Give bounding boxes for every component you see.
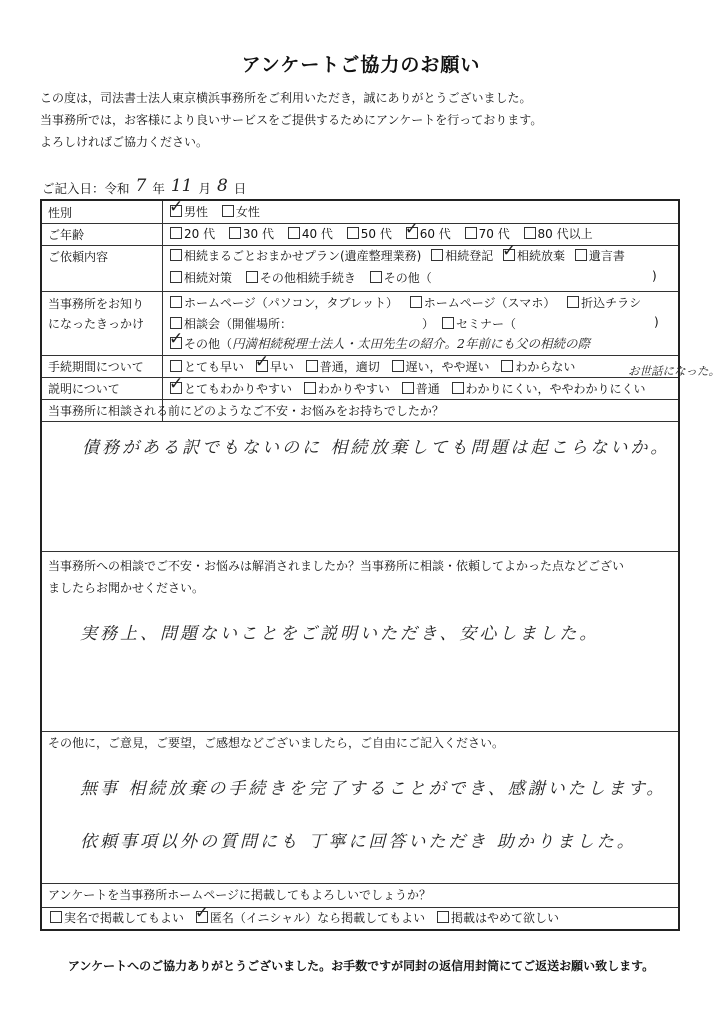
survey-form xyxy=(40,197,720,931)
source-flyer-checkbox[interactable] xyxy=(567,296,579,308)
option-label: 相続まるごとおまかせプラン(遺産整理業務) xyxy=(184,249,422,263)
option-label: とてもわかりやすい xyxy=(184,382,293,396)
option-label: その他（ xyxy=(184,337,233,351)
check-mark-icon: ✓ xyxy=(404,219,419,239)
request-options-row2 xyxy=(170,269,442,287)
q2-question-line1: 当事務所への相談でご不安・お悩みは解消されましたか？当事務所に相談・依頼してよかった点などござい xyxy=(48,559,625,573)
age-60-checkbox[interactable] xyxy=(404,219,419,239)
date-month-unit: 月 xyxy=(198,181,211,196)
period-label: 手続期間について xyxy=(48,360,144,374)
q1-question: 当事務所に相談される前にどのようなご不安・お悩みをお持ちでしたか？ xyxy=(48,404,444,418)
source-homepage-pc-checkbox[interactable] xyxy=(170,296,182,308)
option-label: ホームページ（スマホ） xyxy=(423,296,556,310)
q3-answer-line2[interactable]: 依頼事項以外の質問にも 丁寧に回答いただき 助かりました。 xyxy=(80,832,637,852)
option-label: 相続放棄 xyxy=(517,249,566,263)
request-options-row1 xyxy=(170,241,625,265)
source-other-checkbox[interactable] xyxy=(169,329,184,349)
intro-line-2: 当事務所では，お客様により良いサービスをご提供するためにアンケートを行っております。 xyxy=(40,113,543,127)
request-full-plan-checkbox[interactable] xyxy=(170,249,182,261)
age-20-checkbox[interactable] xyxy=(170,227,182,239)
source-homepage-phone-checkbox[interactable] xyxy=(410,296,422,308)
option-label: 60 代 xyxy=(419,227,451,241)
age-options xyxy=(170,219,603,243)
option-label: 女性 xyxy=(235,205,260,219)
explanation-label: 説明について xyxy=(48,382,120,396)
age-label: ご年齢 xyxy=(48,228,85,242)
request-label: ご依頼内容 xyxy=(48,250,109,264)
option-label: 実名で掲載してもよい xyxy=(64,911,185,925)
source-other-answer[interactable]: 円満相続税理士法人・太田先生の紹介。2年前にも父の相続の際 xyxy=(232,336,590,351)
source-other-row xyxy=(169,329,590,353)
source-venue-close: ） xyxy=(422,317,435,331)
source-label-2: になったきっかけ xyxy=(48,317,145,331)
explanation-options xyxy=(169,374,646,398)
date-year[interactable]: 7 xyxy=(135,176,147,196)
check-mark-icon: ✓ xyxy=(169,329,184,349)
option-label: 掲載はやめて欲しい xyxy=(450,911,559,925)
option-label: 相談会（開催場所： xyxy=(184,317,293,331)
publish-initials-checkbox[interactable] xyxy=(194,903,210,923)
divider xyxy=(42,377,678,378)
q3-question: その他に，ご意見，ご要望，ご感想などございましたら，ご自由にご記入ください。 xyxy=(48,736,505,750)
option-label: 50 代 xyxy=(360,227,392,241)
divider xyxy=(42,731,678,732)
explanation-clear-checkbox[interactable] xyxy=(304,382,316,394)
age-80-checkbox[interactable] xyxy=(524,227,536,239)
q1-answer[interactable]: 債務がある訳でもないのに 相続放棄しても問題は起こらないか。 xyxy=(82,438,671,458)
source-options-row1 xyxy=(170,294,641,312)
option-label: 相続登記 xyxy=(445,249,494,263)
source-options-row2 xyxy=(170,315,302,333)
request-renunciation-checkbox[interactable] xyxy=(502,241,517,261)
source-seminar-close: ) xyxy=(654,315,659,329)
request-other-checkbox[interactable] xyxy=(370,271,382,283)
option-label: とても早い xyxy=(184,360,245,374)
gender-male-checkbox[interactable] xyxy=(169,197,184,217)
gender-options xyxy=(169,197,270,221)
divider xyxy=(42,223,678,224)
explanation-very-clear-checkbox[interactable] xyxy=(169,374,184,394)
period-slow-checkbox[interactable] xyxy=(392,360,404,372)
check-mark-icon: ✓ xyxy=(502,241,517,261)
option-label: 男性 xyxy=(184,205,209,219)
column-divider xyxy=(162,201,163,421)
request-other-close: ) xyxy=(652,269,657,283)
source-seminar-venue-checkbox[interactable] xyxy=(170,317,182,329)
option-label: その他相続手続き xyxy=(259,271,356,285)
q3-answer-line1[interactable]: 無事 相続放棄の手続きを完了することができ、感謝いたします。 xyxy=(80,779,667,799)
period-fast-checkbox[interactable] xyxy=(254,352,270,372)
explanation-normal-checkbox[interactable] xyxy=(402,382,414,394)
age-70-checkbox[interactable] xyxy=(465,227,477,239)
divider xyxy=(42,551,678,552)
publish-real-name-checkbox[interactable] xyxy=(50,911,62,923)
divider xyxy=(42,245,678,246)
explanation-unclear-checkbox[interactable] xyxy=(452,382,464,394)
option-label: 20 代 xyxy=(184,227,216,241)
intro-line-1: この度は，司法書士法人東京横浜事務所をご利用いただき，誠にありがとうございました。 xyxy=(40,91,532,105)
gender-label: 性別 xyxy=(48,206,73,220)
option-label: ホームページ（パソコン，タブレット） xyxy=(184,296,398,310)
option-label: 70 代 xyxy=(478,227,510,241)
source-label-1: 当事務所をお知り xyxy=(48,297,145,311)
option-label: わからない xyxy=(515,360,576,374)
request-planning-checkbox[interactable] xyxy=(170,271,182,283)
date-day-unit: 日 xyxy=(233,181,247,196)
option-label: 相続対策 xyxy=(184,271,233,285)
option-label: 普通，適切 xyxy=(319,360,380,374)
option-label: わかりやすい xyxy=(317,382,390,396)
check-mark-icon: ✓ xyxy=(194,903,210,923)
source-seminar-option xyxy=(442,315,516,332)
gender-female-checkbox[interactable] xyxy=(222,205,234,217)
period-normal-checkbox[interactable] xyxy=(306,360,318,372)
age-40-checkbox[interactable] xyxy=(288,227,300,239)
request-other-procedure-checkbox[interactable] xyxy=(246,271,258,283)
period-very-fast-checkbox[interactable] xyxy=(170,360,182,372)
date-month[interactable]: 11 xyxy=(170,176,193,196)
source-seminar-checkbox[interactable] xyxy=(442,317,454,329)
option-label: その他（ xyxy=(383,271,432,285)
option-label: 遅い，やや遅い xyxy=(405,360,490,374)
option-label: 80 代以上 xyxy=(537,227,593,241)
check-mark-icon: ✓ xyxy=(254,352,270,372)
option-label: 早い xyxy=(269,360,294,374)
divider xyxy=(42,355,678,356)
option-label: 普通 xyxy=(415,382,440,396)
date-line xyxy=(42,178,246,198)
period-unknown-checkbox[interactable] xyxy=(501,360,513,372)
divider xyxy=(42,907,678,908)
request-registration-checkbox[interactable] xyxy=(431,249,443,261)
publish-options xyxy=(50,903,559,927)
q2-answer[interactable]: 実務上、問題ないことをご説明いただき、安心しました。 xyxy=(80,624,600,644)
publish-no-checkbox[interactable] xyxy=(437,911,449,923)
intro-line-3: よろしければご協力ください。 xyxy=(40,135,209,149)
divider xyxy=(42,291,678,292)
divider xyxy=(42,399,678,400)
publish-question: アンケートを当事務所ホームページに掲載してもよろしいでしょうか？ xyxy=(48,888,432,902)
date-prefix: ご記入日：令和 xyxy=(42,181,130,196)
date-year-unit: 年 xyxy=(152,181,165,196)
option-label: 匿名（イニシャル）なら掲載してもよい xyxy=(209,911,426,925)
age-50-checkbox[interactable] xyxy=(347,227,359,239)
check-mark-icon: ✓ xyxy=(169,374,184,394)
date-day[interactable]: 8 xyxy=(216,176,228,196)
age-30-checkbox[interactable] xyxy=(229,227,241,239)
option-label: わかりにくい，ややわかりにくい xyxy=(465,382,646,396)
divider xyxy=(42,883,678,884)
option-label: セミナー（ xyxy=(456,317,517,331)
divider xyxy=(42,421,678,422)
period-options xyxy=(170,352,576,376)
option-label: 折込チラシ xyxy=(581,296,642,310)
option-label: 30 代 xyxy=(242,227,275,241)
option-label: 40 代 xyxy=(301,227,333,241)
option-label: 遺言書 xyxy=(588,249,625,263)
source-other-answer-cont: お世話になった。 xyxy=(628,364,720,378)
footer-note: アンケートへのご協力ありがとうございました。お手数ですが同封の返信用封筒にてご返送お願い致します。 xyxy=(67,959,655,973)
q2-question-line2: ましたらお聞かせください。 xyxy=(48,581,205,595)
page-title: アンケートご協力のお願い xyxy=(241,54,481,76)
request-will-checkbox[interactable] xyxy=(575,249,587,261)
check-mark-icon: ✓ xyxy=(169,197,184,217)
